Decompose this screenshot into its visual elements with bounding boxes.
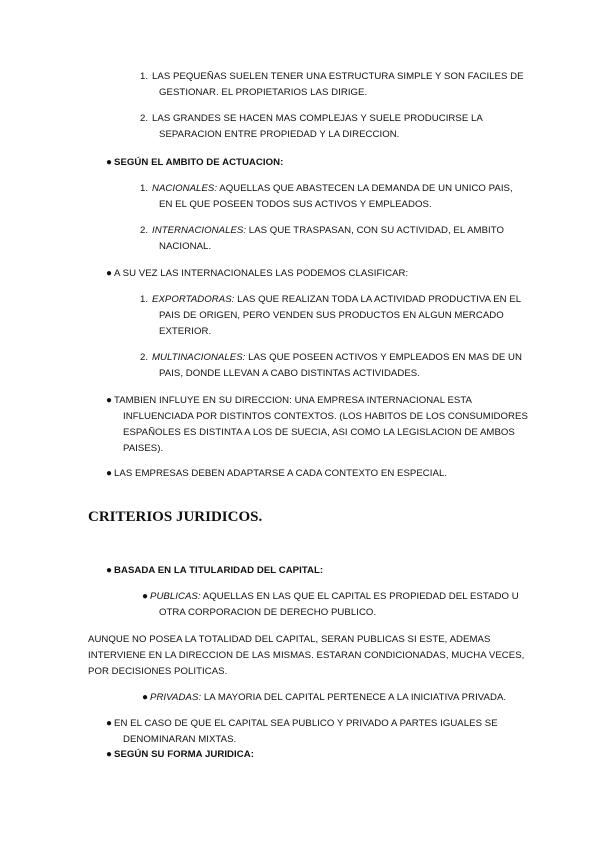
list-item-text: EN EL QUE POSEEN TODOS SUS ACTIVOS Y EMPLEADOS. xyxy=(159,199,432,210)
term: PUBLICAS: xyxy=(150,591,201,602)
bullet-icon: ● xyxy=(142,591,149,602)
list-number: 1. xyxy=(140,71,149,82)
list-item-text xyxy=(152,223,504,239)
list-item-text: LAS GRANDES SE HACEN MAS COMPLEJAS Y SUELE PRODUCIRSE LA xyxy=(152,113,483,124)
list-item-text xyxy=(152,350,522,366)
list-item-text: GESTIONAR. EL PROPIETARIOS LAS DIRIGE. xyxy=(159,87,368,98)
bullet-icon: ● xyxy=(106,157,113,168)
bullet-text: A SU VEZ LAS INTERNACIONALES LAS PODEMOS CLASIFICAR: xyxy=(114,268,409,279)
term-definition: LA MAYORIA DEL CAPITAL PERTENECE A LA INICIATIVA PRIVADA. xyxy=(201,692,507,703)
paragraph-line: INTERVIENE EN LA DIRECCION DE LAS MISMAS. ESTARAN CONDICIONADAS, MUCHA VECES, xyxy=(88,650,525,661)
term-definition: LAS QUE POSEEN ACTIVOS Y EMPLEADOS EN MAS DE UN xyxy=(245,352,523,363)
bullet-icon: ● xyxy=(106,395,113,406)
section-heading: CRITERIOS JURIDICOS. xyxy=(88,509,263,525)
list-item-text: NACIONAL. xyxy=(159,241,212,252)
bullet-icon: ● xyxy=(106,468,113,479)
bullet-icon: ● xyxy=(106,565,113,576)
bullet-text: EN EL CASO DE QUE EL CAPITAL SEA PUBLICO Y PRIVADO A PARTES IGUALES SE xyxy=(114,718,498,729)
list-item-text: SEPARACION ENTRE PROPIEDAD Y LA DIRECCION. xyxy=(159,129,400,140)
bullet-heading: BASADA EN LA TITULARIDAD DEL CAPITAL: xyxy=(114,565,324,576)
list-number: 2. xyxy=(140,113,149,124)
list-number: 2. xyxy=(140,225,149,236)
bullet-icon: ● xyxy=(106,749,113,760)
list-item-text xyxy=(152,292,521,308)
list-number: 1. xyxy=(140,183,149,194)
bullet-heading: SEGÚN SU FORMA JURIDICA: xyxy=(114,749,254,760)
term: EXPORTADORAS: xyxy=(152,294,235,305)
term-definition: LAS QUE REALIZAN TODA LA ACTIVIDAD PRODUCTIVA EN EL xyxy=(234,294,522,305)
bullet-text: DENOMINARAN MIXTAS. xyxy=(123,734,237,745)
bullet-text: OTRA CORPORACION DE DERECHO PUBLICO. xyxy=(159,607,377,618)
bullet-text: PAISES). xyxy=(123,443,164,454)
term: MULTINACIONALES: xyxy=(152,352,246,363)
list-item-text: PAIS DE ORIGEN, PERO VENDEN SUS PRODUCTOS EN ALGUN MERCADO xyxy=(159,310,504,321)
bullet-text: TAMBIEN INFLUYE EN SU DIRECCION: UNA EMPRESA INTERNACIONAL ESTA xyxy=(114,395,472,406)
term-definition: AQUELLAS EN LAS QUE EL CAPITAL ES PROPIEDAD DEL ESTADO U xyxy=(200,591,519,602)
paragraph-line: AUNQUE NO POSEA LA TOTALIDAD DEL CAPITAL, SERAN PUBLICAS SI ESTE, ADEMAS xyxy=(88,634,491,645)
term-definition: LAS QUE TRASPASAN, CON SU ACTIVIDAD, EL AMBITO xyxy=(246,225,504,236)
paragraph-line: POR DECISIONES POLITICAS. xyxy=(88,666,228,677)
list-item-text: EXTERIOR. xyxy=(159,326,212,337)
bullet-icon: ● xyxy=(142,692,149,703)
list-item-text xyxy=(152,181,513,197)
list-item-text: LAS PEQUEÑAS SUELEN TENER UNA ESTRUCTURA SIMPLE Y SON FACILES DE xyxy=(152,71,524,82)
bullet-text: INFLUENCIADA POR DISTINTOS CONTEXTOS. (LOS HABITOS DE LOS CONSUMIDORES xyxy=(123,411,528,422)
bullet-text xyxy=(150,690,506,706)
list-item-text: PAIS, DONDE LLEVAN A CABO DISTINTAS ACTIVIDADES. xyxy=(159,368,420,379)
term: PRIVADAS: xyxy=(150,692,202,703)
bullet-text: ESPAÑOLES ES DISTINTA A LOS DE SUECIA, ASI COMO LA LEGISLACION DE AMBOS xyxy=(123,427,515,438)
bullet-text xyxy=(150,589,519,605)
term-definition: AQUELLAS QUE ABASTECEN LA DEMANDA DE UN UNICO PAIS, xyxy=(217,183,513,194)
bullet-icon: ● xyxy=(106,718,113,729)
list-number: 2. xyxy=(140,352,149,363)
bullet-heading: SEGÚN EL AMBITO DE ACTUACION: xyxy=(114,157,284,168)
list-number: 1. xyxy=(140,294,149,305)
bullet-icon: ● xyxy=(106,268,113,279)
term: NACIONALES: xyxy=(152,183,218,194)
term: INTERNACIONALES: xyxy=(152,225,247,236)
bullet-text: LAS EMPRESAS DEBEN ADAPTARSE A CADA CONTEXTO EN ESPECIAL. xyxy=(114,468,448,479)
